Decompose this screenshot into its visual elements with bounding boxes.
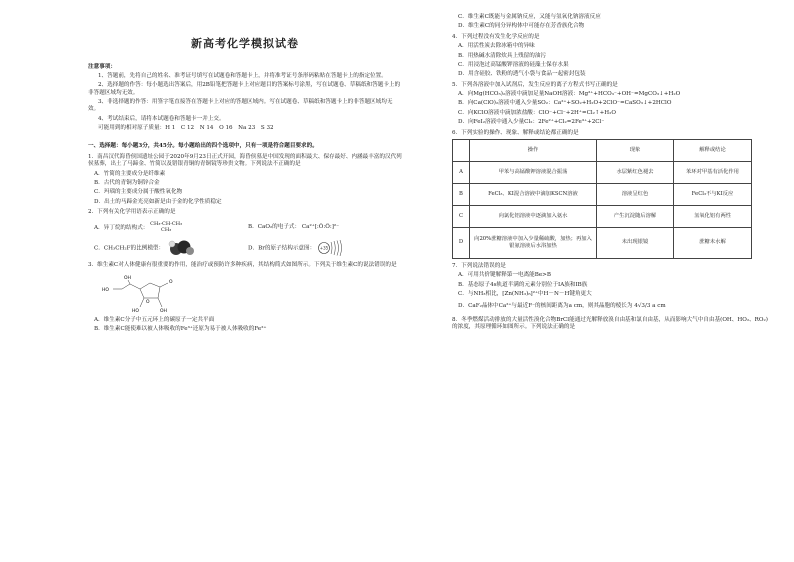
question-5-stem: 5．下列各溶液中加入试剂后，发生反应的离子方程式书写正确的是 <box>452 81 618 88</box>
q2-option-b-label: B．CaO₂的电子式： <box>248 223 301 230</box>
q6-table <box>452 139 752 259</box>
notice-item: 3、非选择题的作答：用签字笔直接答在答题卡上对应的答题区域内。写在试题卷、草稿纸和答题卡上的非答题区域均无效。 <box>88 99 393 113</box>
q7-option-c: C．与NH₃相比，[Zn(NH₃)₆]²⁺中H－N－H键角更大 <box>458 291 592 297</box>
q2-options-ab <box>88 219 402 237</box>
vc-label-oh-2: OH <box>160 308 167 314</box>
q5-option-c: C．向KClO溶液中滴加浓盐酸：ClO⁻+Cl⁻+2H⁺=Cl₂↑+H₂O <box>458 109 616 116</box>
question-4-stem: 4．下列过程没有发生化学反应的是 <box>452 33 540 40</box>
q5-option-b: B．向Ca(ClO)₂溶液中通入少量SO₂：Ca²⁺+SO₂+H₂O+2ClO⁻=CaSO₃↓+2HClO <box>458 100 672 107</box>
q1-option-a: A．竹简的主要成分是纤维素 <box>94 170 166 177</box>
notice-item: 2、选择题的作答：每小题选出答案后，用2B铅笔把答题卡上对应题目的答案标号涂黑，写在试题卷、草稿纸和答题卡上的非答题区域均无效。 <box>88 82 401 96</box>
table-cell: 氢氧化铝有两性 <box>674 205 752 227</box>
table-header-cell: 解释或结论 <box>674 139 752 161</box>
q2-option-d <box>248 239 402 257</box>
q2-options-cd <box>88 237 402 259</box>
q3-option-c: C．维生素C既能与金属钠反应，又能与氢氧化钠溶液反应 <box>458 14 601 20</box>
table-header-cell <box>453 139 470 161</box>
br-atomic-structure-icon <box>317 239 343 257</box>
table-cell: FeCl₃、KI混合溶液中滴加KSCN溶液 <box>470 183 597 205</box>
page-title: 新高考化学模拟试卷 <box>191 37 299 50</box>
question-8-stem: 8．冬季燃煤活动排放的大量活性溴化合物BrCl能通过光解释放溴自由基和氯自由基，从而影响大气中自由基(OH、HO₂、RO₂)的浓度，其原理循环如图所示。下列说法正确的是 <box>452 316 768 331</box>
q1-option-d: D．出土的马蹄金光亮如新是由于金的化学性质稳定 <box>94 198 222 205</box>
q2-option-d-label: D．Br的原子结构示意图： <box>248 245 316 252</box>
q7-option-d-value: 4√3/3 a cm <box>634 303 666 310</box>
question-2-stem: 2．下列有关化学用语表示正确的是 <box>88 209 176 216</box>
isobutane-top: CH₃-CH-CH₃ <box>150 221 183 228</box>
notice-item: 4、考试结束后，请将本试题卷和答题卡一并上交。 <box>98 115 225 122</box>
table-cell: 向20%蔗糖溶液中加入少量稀硫酸，加热；再加入银氨溶液后水浴加热 <box>470 227 597 258</box>
q7-option-d-text: D．CaF₂晶体中Ca²⁺与最近F⁻的核间距离为a cm，则其晶胞的棱长为 <box>458 303 633 310</box>
table-row <box>453 161 752 183</box>
vc-label-carbonyl-o: O <box>169 279 173 285</box>
table-row <box>453 183 752 205</box>
table-header-cell: 现象 <box>597 139 674 161</box>
isobutane-branch: CH₃ <box>161 226 172 233</box>
ch3ch2f-space-filling-model-icon <box>166 239 196 257</box>
q2-option-a <box>94 222 248 233</box>
table-cell: D <box>453 227 470 258</box>
table-cell: 甲苯与高锰酸钾溶液混合振荡 <box>470 161 597 183</box>
q2-option-c <box>94 239 248 257</box>
q7-option-d <box>452 303 768 310</box>
q5-option-d: D．向FeI₂溶液中通入少量Cl₂：2Fe²⁺+Cl₂=2Fe³⁺+2Cl⁻ <box>458 119 605 126</box>
table-cell: 向氯化铝溶液中逐滴加入氨水 <box>470 205 597 227</box>
question-6-stem: 6．下列实验的操作、现象、解释或结论都正确的是 <box>452 129 579 136</box>
q4-option-a: A．用活性炭去除冰箱中的异味 <box>458 43 535 50</box>
vc-label-oh-1: OH <box>124 275 131 281</box>
question-7-stem: 7．下列说法错误的是 <box>452 262 506 269</box>
q4-option-c: C．用浸泡过高锰酸钾溶液的硅藻土保存水果 <box>458 61 569 68</box>
vc-label-ring-o: O <box>146 299 150 305</box>
table-cell: A <box>453 161 470 183</box>
table-cell: 产生沉淀随后溶解 <box>597 205 674 227</box>
q3-option-b: B．维生素C能使难以被人体吸收的Fe³⁺还原为易于被人体吸收的Fe²⁺ <box>94 326 267 333</box>
q3-option-a: A．维生素C分子中五元环上的碳原子一定共平面 <box>94 316 215 323</box>
q1-option-c: C．玛瑙的主要成分属于酸性氧化物 <box>94 189 183 196</box>
q2-option-c-label: C．CH₃CH₂F的比例模型： <box>94 245 165 252</box>
isobutane-structure <box>150 222 182 233</box>
q4-option-d: D．用含硅胶、铁粉的透气小袋与食品一起密封包装 <box>458 71 586 78</box>
table-row <box>453 205 752 227</box>
left-column <box>88 0 402 336</box>
table-header-cell: 操作 <box>470 139 597 161</box>
q5-option-a: A．向Mg(HCO₃)₂溶液中滴加足量NaOH溶液：Mg²⁺+HCO₃⁻+OH⁻=MgCO₃↓+H₂O <box>458 91 681 97</box>
vc-label-ho-2: HO <box>132 308 139 314</box>
notice-item: 1、答题前，先将自己的姓名、准考证号填写在试题卷和答题卡上，并将准考证号条形码粘贴在答题卡上的指定位置。 <box>98 72 387 79</box>
atomic-masses: 可能用到的相对原子质量：H 1 C 12 N 14 O 16 Na 23 S 32 <box>98 125 274 132</box>
table-cell: 未出现银镜 <box>597 227 674 258</box>
table-cell: 溶液呈红色 <box>597 183 674 205</box>
right-column <box>452 0 768 334</box>
table-row <box>453 227 752 258</box>
q7-option-b: B．基态原子4s轨道半满的元素分别位于IA族和IB族 <box>458 281 588 288</box>
q7-option-a: A．可用共价键解释第一电离能Be>B <box>458 272 551 279</box>
q2-option-a-label: A．异丁烷的结构式： <box>94 225 149 232</box>
table-cell: B <box>453 183 470 205</box>
notice-heading: 注意事项： <box>88 63 116 70</box>
vc-label-ho-1: HO <box>102 287 109 293</box>
q4-option-b: B．用热碱水清除炊具上残留的油污 <box>458 52 547 59</box>
table-cell: 蔗糖未水解 <box>674 227 752 258</box>
br-nucleus-label: +35 <box>319 245 329 251</box>
q3-option-d: D．维生素C的同分异构体中可能存在芳香族化合物 <box>458 23 585 30</box>
table-cell: C <box>453 205 470 227</box>
vitamin-c-structure-icon <box>100 271 210 317</box>
table-header-row <box>453 139 752 161</box>
question-3-stem: 3．维生素C对人体健康有很重要的作用，能治疗或预防许多种疾病，其结构简式如图所示。下列关于维生素C的说法错误的是 <box>88 261 397 268</box>
q2-option-b <box>248 224 402 231</box>
table-cell: 苯环对甲基有活化作用 <box>674 161 752 183</box>
table-cell: FeCl₃不与KI反应 <box>674 183 752 205</box>
question-1-stem: 1．南昌汉代海昏侯国遗址公园于2020年9月23日正式开园，海昏侯墓是中国发现的面积最大、保存最好、内涵最丰富的汉代列侯墓葬，出土了马蹄金、竹简以及错银青铜的青铜镜等珍贵文物。下列说法不正确的是 <box>88 153 402 168</box>
section-heading: 一、选择题：每小题3分，共45分。每小题给出的四个选项中，只有一项是符合题目要求的。 <box>88 142 318 149</box>
q1-option-b: B．古代的青铜为铜锌合金 <box>94 180 160 187</box>
table-cell: 水层紫红色褪去 <box>597 161 674 183</box>
cao2-electron-formula: Ca²⁺[:Ö:Ö:]²⁻ <box>301 223 340 230</box>
